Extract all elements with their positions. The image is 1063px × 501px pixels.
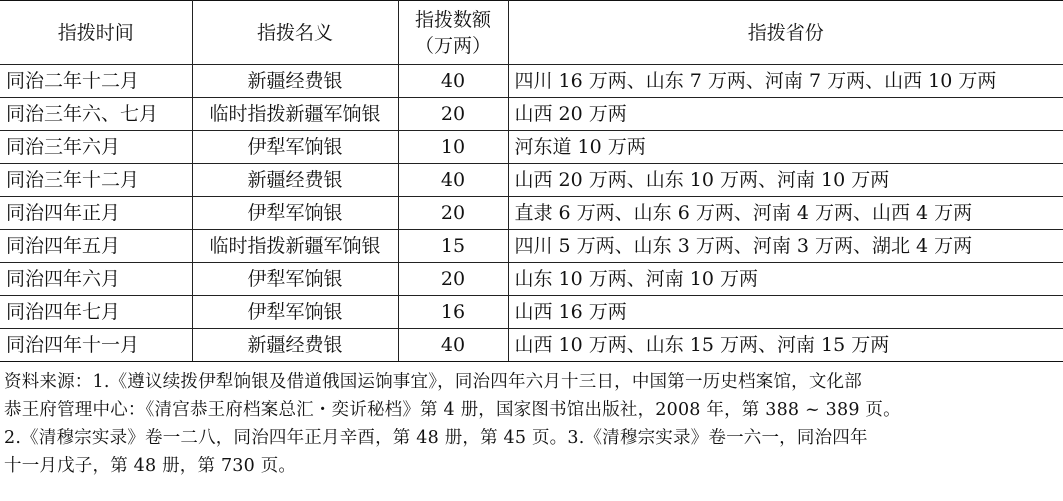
source-line: 资料来源：1.《遵议续拨伊犁饷银及借道俄国运饷事宜》，同治四年六月十三日，中国第一历史档案馆，文化部 (4, 372, 862, 392)
cell-name: 新疆经费银 (192, 164, 398, 197)
cell-name: 伊犁军饷银 (192, 263, 398, 296)
table-body (0, 65, 1063, 362)
header-time: 指拨时间 (0, 1, 192, 65)
cell-provinces: 河东道 10 万两 (508, 131, 1063, 164)
source-line: 十一月戊子，第 48 册，第 730 页。 (4, 456, 297, 476)
source-note (4, 368, 1059, 480)
cell-name: 伊犁军饷银 (192, 131, 398, 164)
cell-name: 临时指拨新疆军饷银 (192, 98, 398, 131)
cell-name: 伊犁军饷银 (192, 296, 398, 329)
table-row (0, 230, 1063, 263)
table-row (0, 131, 1063, 164)
header-name: 指拨名义 (192, 1, 398, 65)
header-row (0, 1, 1063, 65)
cell-time: 同治三年十二月 (0, 164, 192, 197)
cell-name: 临时指拨新疆军饷银 (192, 230, 398, 263)
table-row (0, 98, 1063, 131)
cell-time: 同治四年五月 (0, 230, 192, 263)
cell-amount: 16 (398, 296, 508, 329)
cell-amount: 10 (398, 131, 508, 164)
cell-provinces: 山西 10 万两、山东 15 万两、河南 15 万两 (508, 329, 1063, 362)
cell-amount: 20 (398, 197, 508, 230)
table-row (0, 65, 1063, 98)
header-amount (398, 1, 508, 65)
cell-provinces: 山东 10 万两、河南 10 万两 (508, 263, 1063, 296)
cell-provinces: 四川 5 万两、山东 3 万两、河南 3 万两、湖北 4 万两 (508, 230, 1063, 263)
cell-name: 新疆经费银 (192, 65, 398, 98)
cell-time: 同治四年十一月 (0, 329, 192, 362)
cell-provinces: 山西 20 万两、山东 10 万两、河南 10 万两 (508, 164, 1063, 197)
cell-provinces: 四川 16 万两、山东 7 万两、河南 7 万两、山西 10 万两 (508, 65, 1063, 98)
cell-time: 同治四年正月 (0, 197, 192, 230)
cell-amount: 20 (398, 263, 508, 296)
cell-amount: 40 (398, 329, 508, 362)
cell-amount: 40 (398, 65, 508, 98)
cell-provinces: 山西 20 万两 (508, 98, 1063, 131)
cell-amount: 15 (398, 230, 508, 263)
source-line: 2.《清穆宗实录》卷一二八，同治四年正月辛酉，第 48 册，第 45 页。3.《清穆宗实录》卷一六一，同治四年 (4, 428, 868, 448)
table-header (0, 1, 1063, 65)
cell-provinces: 山西 16 万两 (508, 296, 1063, 329)
cell-time: 同治三年六月 (0, 131, 192, 164)
cell-time: 同治三年六、七月 (0, 98, 192, 131)
cell-amount: 40 (398, 164, 508, 197)
table-row (0, 197, 1063, 230)
cell-provinces: 直隶 6 万两、山东 6 万两、河南 4 万两、山西 4 万两 (508, 197, 1063, 230)
cell-amount: 20 (398, 98, 508, 131)
source-line: 恭王府管理中心：《清宫恭王府档案总汇・奕䜣秘档》第 4 册，国家图书馆出版社，2008 年，第 388 ~ 389 页。 (4, 400, 901, 420)
table-row (0, 296, 1063, 329)
table-row (0, 164, 1063, 197)
cell-time: 同治四年六月 (0, 263, 192, 296)
header-amount-line1: 指拨数额 (414, 8, 491, 31)
cell-time: 同治四年七月 (0, 296, 192, 329)
table-row (0, 329, 1063, 362)
header-provinces: 指拨省份 (508, 1, 1063, 65)
cell-time: 同治二年十二月 (0, 65, 192, 98)
cell-name: 新疆经费银 (192, 329, 398, 362)
cell-name: 伊犁军饷银 (192, 197, 398, 230)
header-amount-line2: （万两） (414, 34, 491, 57)
table-row (0, 263, 1063, 296)
